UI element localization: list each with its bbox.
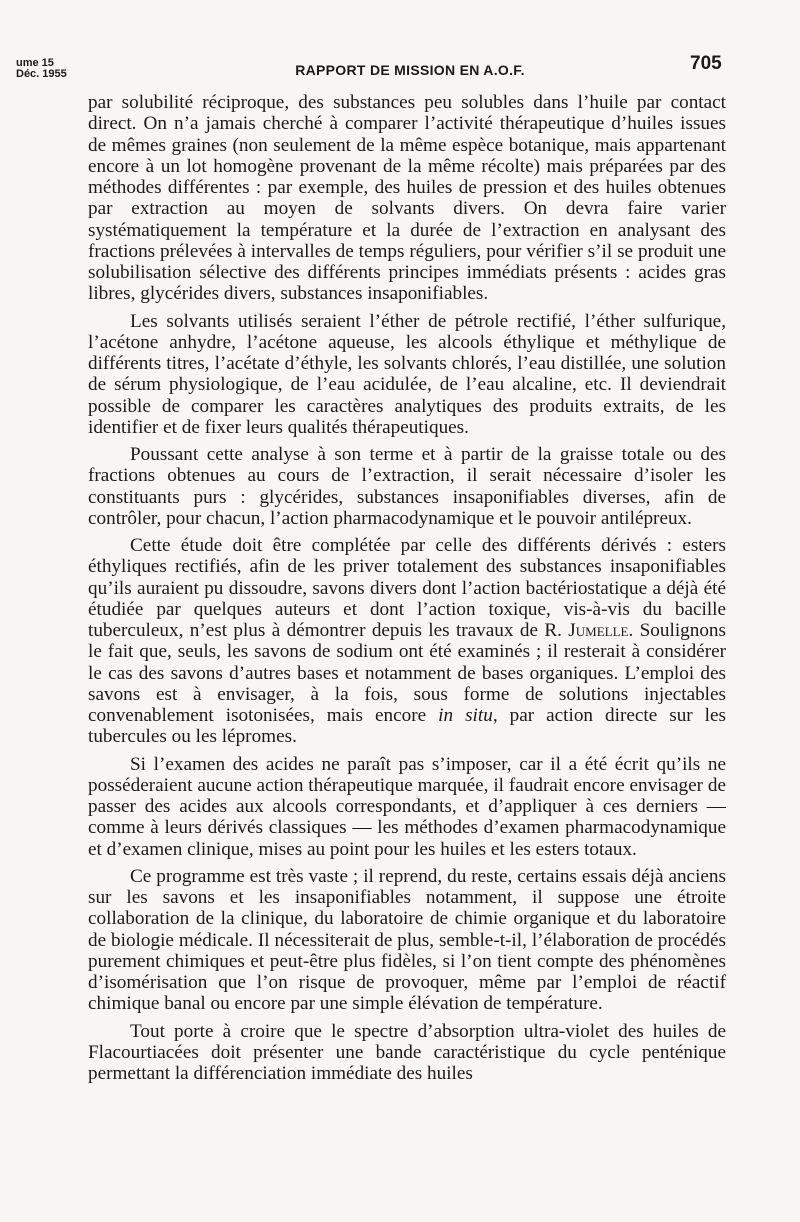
volume-label: ume 15 bbox=[16, 57, 54, 69]
page-number: 705 bbox=[690, 53, 722, 74]
italic-term: in situ bbox=[438, 705, 493, 726]
author-name: Jumelle bbox=[568, 620, 629, 641]
body-text bbox=[88, 92, 726, 1084]
paragraph-5: Si l’examen des acides ne paraît pas s’imposer, car il a été écrit qu’ils ne posséderaient aucune action thérapeutique marquée, il faudrait encore envisager de passer des acides aux alcools correspondants, et d’appliquer à ces derniers — comme à leurs dérivés classiques — les méthodes d’examen pharmacodynamique et d’examen clinique, mises au point pour les huiles et les esters totaux. bbox=[88, 753, 726, 860]
paragraph-4-part-3: , par action directe sur les tubercules ou les lépromes. bbox=[88, 705, 726, 748]
paragraph-4-part-2: . Soulignons le fait que, seuls, les savons de sodium ont été examinés ; il resterait à considérer le cas des savons d’autres bases et notamment de bases organiques. L’emploi des savons est à envisager, à la fois, sous forme de solutions injectables convenablement isotonisées, mais encore bbox=[88, 620, 726, 726]
paragraph-4 bbox=[88, 535, 726, 748]
paragraph-2: Les solvants utilisés seraient l’éther de pétrole rectifié, l’éther sulfurique, l’acétone anhydre, l’acétone aqueuse, les alcools éthylique et méthylique de différents titres, l’acétate d’éthyle, les solvants chlorés, l’eau distillée, une solution de sérum physiologique, de l’eau acidulée, de l’eau alcaline, etc. Il deviendrait possible de comparer les caractères analytiques des produits extraits, de les identifier et de fixer leurs qualités thérapeutiques. bbox=[88, 310, 726, 438]
paragraph-6: Ce programme est très vaste ; il reprend, du reste, certains essais déjà anciens sur les savons et les insaponifiables notamment, il suppose une étroite collaboration de la clinique, du laboratoire de chimie organique et du laboratoire de biologie médicale. Il nécessiterait de plus, semble-t-il, l’élaboration de procédés purement chimiques et peut-être plus fidèles, si l’on tient compte des phénomènes d’isomérisation que l’on risque de provoquer, même par l’emploi de réactif chimique banal ou encore par une simple élévation de température. bbox=[88, 865, 726, 1015]
paragraph-3: Poussant cette analyse à son terme et à partir de la graisse totale ou des fractions obtenues au cours de l’extraction, il serait nécessaire d’isoler les constituants purs : glycérides, substances insaponifiables diverses, afin de contrôler, pour chacun, l’action pharmacodynamique et le pouvoir antilépreux. bbox=[88, 444, 726, 529]
date-label: Déc. 1955 bbox=[16, 68, 67, 80]
paragraph-1: par solubilité réciproque, des substances peu solubles dans l’huile par contact direct. On n’a jamais cherché à comparer l’activité thérapeutique d’huiles issues de mêmes graines (non seulement de la même espèce botanique, mais appartenant encore à un lot homogène provenant de la même récolte) mais préparées par des méthodes différentes : par exemple, des huiles de pression et des huiles obtenues par extraction au moyen de solvants divers. On devra faire varier systématiquement la température et la durée de l’extraction en analysant des fractions prélevées à intervalles de temps réguliers, pour vérifier s’il se produit une solubilisation sélective des différents principes immédiats présents : acides gras libres, glycérides divers, substances insaponifiables. bbox=[88, 92, 726, 305]
volume-date-label bbox=[16, 58, 67, 80]
running-header-title: RAPPORT DE MISSION EN A.O.F. bbox=[295, 62, 525, 78]
paragraph-7: Tout porte à croire que le spectre d’absorption ultra-violet des huiles de Flacourtiacées doit présenter une bande caractéristique du cycle penténique permettant la différenciation immédiate des huiles bbox=[88, 1020, 726, 1084]
paragraph-4-part-1: Cette étude doit être complétée par celle des différents dérivés : esters éthyliques rectifiés, afin de les priver totalement des substances insaponifiables qu’ils auraient pu dissoudre, savons divers dont l’action bactériostatique a déjà été étudiée par quelques auteurs et dont l’action toxique, vis-à-vis du bacille tuberculeux, n’est plus à démontrer depuis les travaux de R. bbox=[88, 535, 726, 641]
